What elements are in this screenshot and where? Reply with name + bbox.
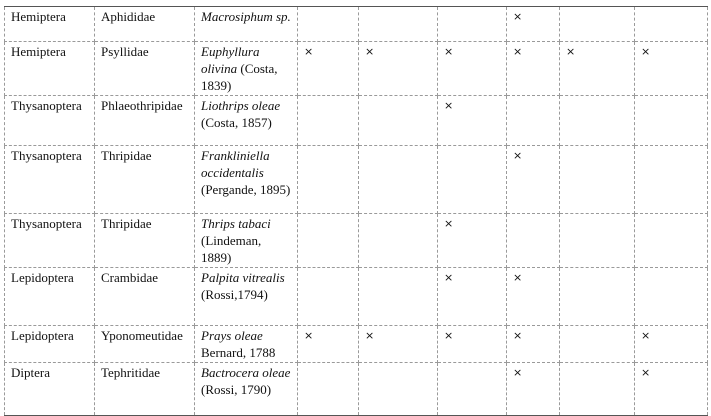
family-cell: Thripidae	[95, 214, 195, 268]
presence-mark-cell	[438, 146, 507, 214]
species-authority: (Rossi,1794)	[201, 287, 268, 302]
presence-mark-cell: ×	[635, 42, 708, 96]
table-row	[5, 363, 708, 416]
presence-mark-cell	[560, 214, 635, 268]
species-authority: (Rossi, 1790)	[201, 382, 272, 397]
presence-mark-cell	[298, 96, 359, 146]
order-cell: Thysanoptera	[5, 146, 95, 214]
presence-mark-cell	[359, 363, 438, 416]
presence-mark-cell	[507, 96, 560, 146]
presence-mark-cell	[560, 326, 635, 363]
table-row	[5, 96, 708, 146]
species-cell	[195, 268, 298, 326]
order-cell: Thysanoptera	[5, 96, 95, 146]
presence-mark-cell: ×	[438, 268, 507, 326]
family-cell: Psyllidae	[95, 42, 195, 96]
presence-mark-cell	[359, 214, 438, 268]
table-row	[5, 268, 708, 326]
species-authority: Bernard, 1788	[201, 345, 276, 360]
presence-mark-cell	[298, 7, 359, 42]
presence-mark-cell	[507, 214, 560, 268]
presence-mark-cell: ×	[560, 42, 635, 96]
order-cell: Diptera	[5, 363, 95, 416]
presence-mark-cell	[635, 214, 708, 268]
family-cell: Tephritidae	[95, 363, 195, 416]
presence-mark-cell	[359, 146, 438, 214]
species-scientific-name: Palpita vitrealis	[201, 270, 285, 285]
family-cell: Yponomeutidae	[95, 326, 195, 363]
presence-mark-cell	[298, 363, 359, 416]
species-scientific-name: Frankliniella occidentalis	[201, 148, 270, 180]
presence-mark-cell	[560, 7, 635, 42]
presence-mark-cell	[298, 214, 359, 268]
presence-mark-cell: ×	[507, 268, 560, 326]
species-cell	[195, 326, 298, 363]
presence-mark-cell: ×	[507, 42, 560, 96]
presence-mark-cell: ×	[507, 7, 560, 42]
presence-mark-cell: ×	[438, 96, 507, 146]
presence-mark-cell	[635, 7, 708, 42]
species-cell	[195, 96, 298, 146]
table-row	[5, 214, 708, 268]
presence-mark-cell	[438, 7, 507, 42]
species-cell	[195, 363, 298, 416]
presence-mark-cell: ×	[438, 214, 507, 268]
species-scientific-name: Prays oleae	[201, 328, 263, 343]
species-cell	[195, 214, 298, 268]
presence-mark-cell	[560, 146, 635, 214]
order-cell: Hemiptera	[5, 7, 95, 42]
presence-mark-cell	[438, 363, 507, 416]
presence-mark-cell: ×	[298, 326, 359, 363]
table-row	[5, 42, 708, 96]
presence-mark-cell	[359, 96, 438, 146]
presence-mark-cell: ×	[298, 42, 359, 96]
species-scientific-name: Bactrocera oleae	[201, 365, 291, 380]
presence-mark-cell	[560, 96, 635, 146]
presence-mark-cell	[359, 268, 438, 326]
presence-mark-cell: ×	[359, 42, 438, 96]
presence-mark-cell: ×	[635, 363, 708, 416]
species-cell	[195, 7, 298, 42]
species-scientific-name: Euphyllura olivina	[201, 44, 260, 76]
order-cell: Thysanoptera	[5, 214, 95, 268]
presence-mark-cell	[635, 146, 708, 214]
species-occurrence-table	[4, 6, 708, 416]
presence-mark-cell: ×	[438, 42, 507, 96]
order-cell: Lepidoptera	[5, 268, 95, 326]
family-cell: Thripidae	[95, 146, 195, 214]
presence-mark-cell: ×	[507, 146, 560, 214]
order-cell: Lepidoptera	[5, 326, 95, 363]
presence-mark-cell: ×	[507, 363, 560, 416]
species-authority: (Lindeman, 1889)	[201, 233, 262, 265]
species-scientific-name: Macrosiphum sp.	[201, 9, 291, 24]
table-body	[5, 7, 708, 416]
presence-mark-cell	[359, 7, 438, 42]
species-authority: (Pergande, 1895)	[201, 182, 291, 197]
table-row	[5, 146, 708, 214]
presence-mark-cell	[635, 268, 708, 326]
presence-mark-cell: ×	[635, 326, 708, 363]
family-cell: Aphididae	[95, 7, 195, 42]
species-authority: (Costa, 1857)	[201, 115, 272, 130]
species-scientific-name: Thrips tabaci	[201, 216, 271, 231]
presence-mark-cell	[298, 146, 359, 214]
family-cell: Crambidae	[95, 268, 195, 326]
presence-mark-cell	[560, 363, 635, 416]
presence-mark-cell	[635, 96, 708, 146]
species-table-wrapper	[4, 6, 708, 416]
presence-mark-cell: ×	[507, 326, 560, 363]
table-row	[5, 7, 708, 42]
order-cell: Hemiptera	[5, 42, 95, 96]
presence-mark-cell: ×	[438, 326, 507, 363]
presence-mark-cell	[298, 268, 359, 326]
presence-mark-cell	[560, 268, 635, 326]
species-cell	[195, 146, 298, 214]
species-scientific-name: Liothrips oleae	[201, 98, 281, 113]
family-cell: Phlaeothripidae	[95, 96, 195, 146]
table-row	[5, 326, 708, 363]
species-cell	[195, 42, 298, 96]
species-authority: (Costa, 1839)	[201, 61, 278, 93]
presence-mark-cell: ×	[359, 326, 438, 363]
